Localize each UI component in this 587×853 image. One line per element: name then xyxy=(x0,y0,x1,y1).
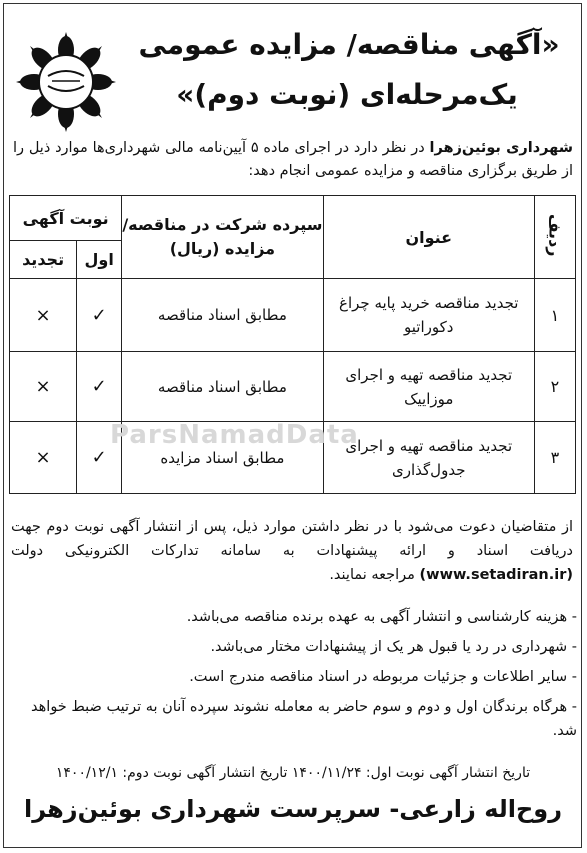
header-deposit: سپرده شرکت در مناقصه/مزایده (ریال) xyxy=(122,196,323,279)
condition-item: - هزینه کارشناسی و انتشار آگهی به عهده برنده مناقصه می‌باشد. xyxy=(186,609,577,625)
row-first-mark: ✓ xyxy=(77,279,122,352)
header-renewal: تجدید xyxy=(10,241,77,279)
header xyxy=(0,8,587,128)
conditions-list xyxy=(11,605,577,749)
row-renewal-mark: × xyxy=(10,422,77,494)
row-number: ۳ xyxy=(534,422,575,494)
condition-item: - سایر اطلاعات و جزئیات مربوطه در اسناد مناقصه مندرج است. xyxy=(189,669,577,685)
ad-title-line2: یک‌مرحله‌ای (نوبت دوم)» xyxy=(176,78,518,111)
table-row xyxy=(10,352,576,422)
table-row xyxy=(10,279,576,352)
row-number: ۱ xyxy=(534,279,575,352)
row-first-mark: ✓ xyxy=(77,352,122,422)
table-header-row xyxy=(10,196,576,241)
row-renewal-mark: × xyxy=(10,279,77,352)
row-deposit: مطابق اسناد مناقصه xyxy=(122,352,323,422)
signature: روح‌اله زارعی- سرپرست شهرداری بوئین‌زهرا xyxy=(23,795,563,823)
row-deposit: مطابق اسناد مناقصه xyxy=(122,279,323,352)
row-first-mark: ✓ xyxy=(77,422,122,494)
setad-link[interactable]: (www.setadiran.ir) xyxy=(419,567,573,583)
org-name: شهرداری بوئین‌زهرا xyxy=(429,140,573,156)
row-number: ۲ xyxy=(534,352,575,422)
header-ad-turn: نوبت آگهی xyxy=(10,196,122,241)
header-first: اول xyxy=(77,241,122,279)
municipality-logo-icon xyxy=(14,30,118,134)
row-title: تجدید مناقصه خرید پایه چراغ دکوراتیو xyxy=(323,279,534,352)
header-row-number: ردیف xyxy=(534,196,575,279)
row-deposit: مطابق اسناد مزایده xyxy=(122,422,323,494)
invitation-text: از متقاضیان دعوت می‌شود با در نظر داشتن موارد ذیل، پس از انتشار آگهی نوبت دوم جهت دریافت اسناد و ارائه پیشنهادات به سامانه تدارکات الکترونیکی دولت xyxy=(11,519,573,559)
intro-text: در نظر دارد در اجرای ماده ۵ آیین‌نامه مالی شهرداری‌ها موارد ذیل را از طریق برگزاری مناقصه و مزایده عمومی انجام دهد: xyxy=(13,140,573,179)
ad-title-line1: «آگهی مناقصه/ مزایده عمومی xyxy=(138,28,560,61)
condition-item: - شهرداری در رد یا قبول هر یک از پیشنهادات مختار می‌باشد. xyxy=(210,639,577,655)
header-title: عنوان xyxy=(323,196,534,279)
row-title: تجدید مناقصه تهیه و اجرای جدول‌گذاری xyxy=(323,422,534,494)
row-renewal-mark: × xyxy=(10,352,77,422)
publication-dates: تاریخ انتشار آگهی نوبت اول: ۱۴۰۰/۱۱/۲۴ تاریخ انتشار آگهی نوبت دوم: ۱۴۰۰/۱۲/۱ xyxy=(55,765,531,781)
invitation-suffix: مراجعه نمایند. xyxy=(329,567,420,583)
condition-item: - هرگاه برندگان اول و دوم و سوم حاضر به معامله نشوند سپرده آنان به ترتیب ضبط خواهد شد. xyxy=(31,699,577,739)
watermark: ParsNamadData xyxy=(110,420,359,450)
intro-paragraph xyxy=(13,137,573,183)
row-title: تجدید مناقصه تهیه و اجرای موزاییک xyxy=(323,352,534,422)
invitation-paragraph xyxy=(11,515,573,587)
